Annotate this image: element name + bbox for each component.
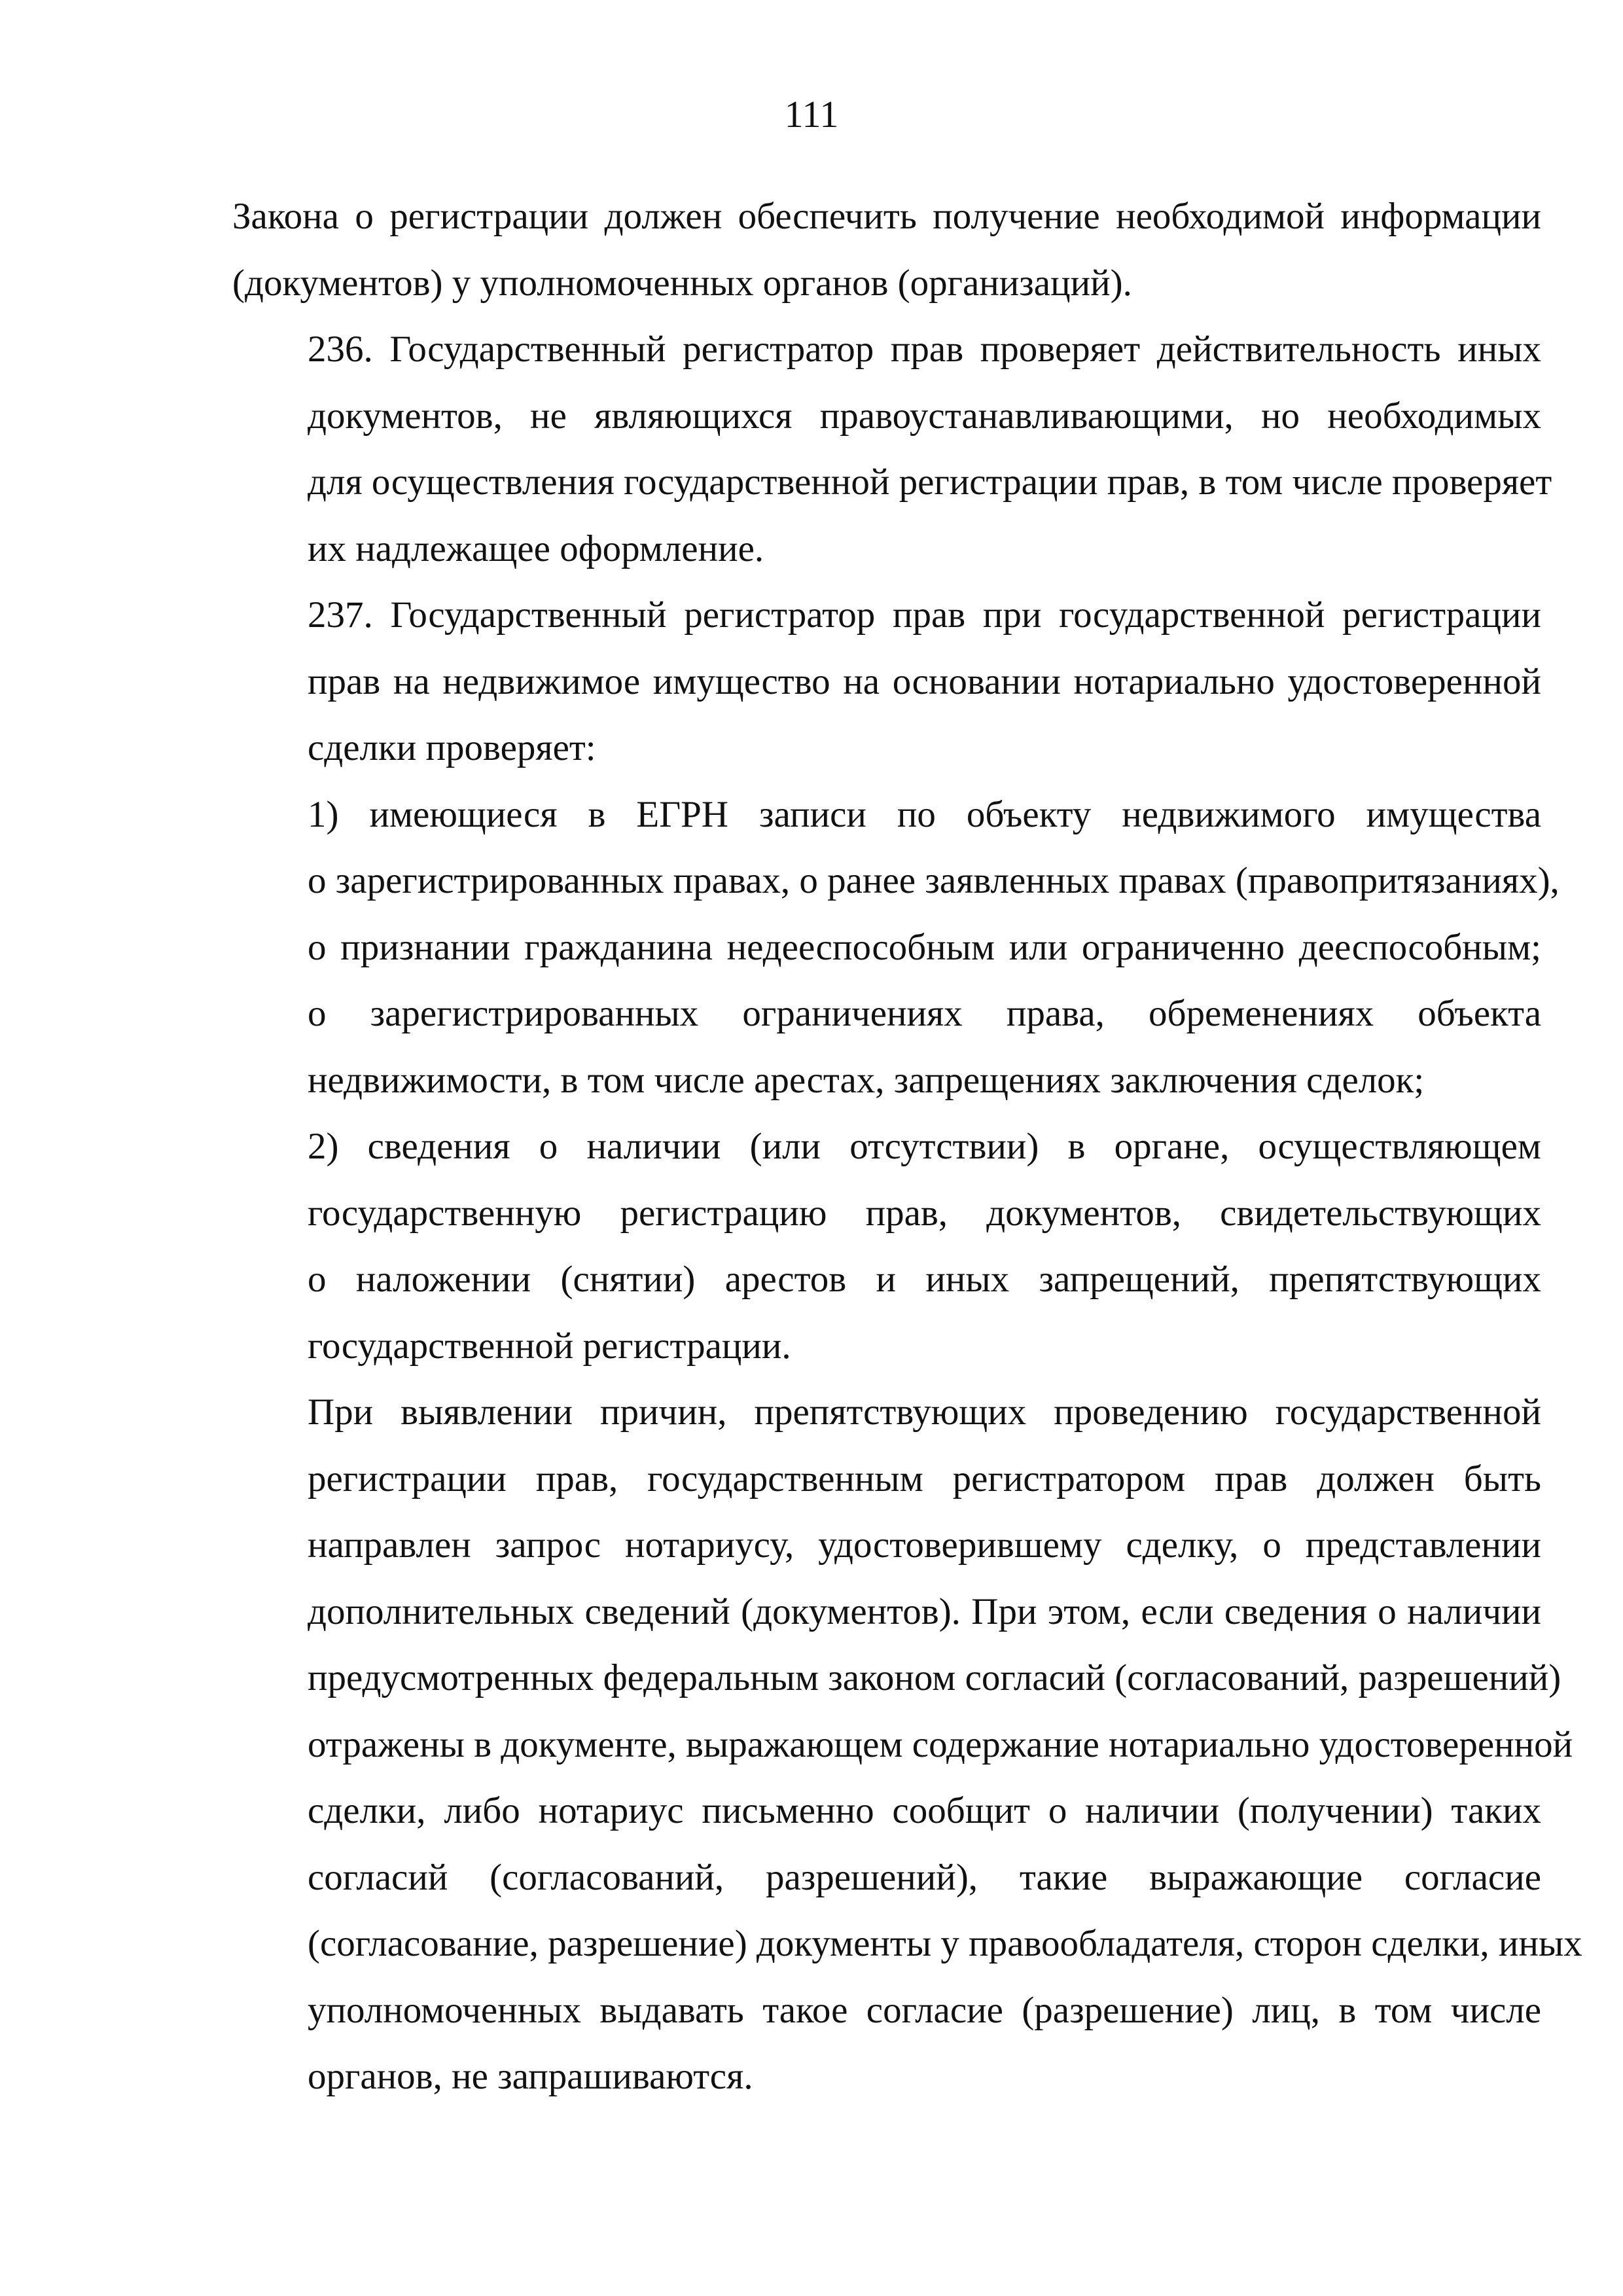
list-item-2 [232,1113,1541,1379]
document-body [232,183,1582,2110]
text-line: о зарегистрированных правах, о ранее заявленных правах (правопритязаниях), [308,860,1560,901]
paragraph-236 [232,316,1552,582]
text-line: их надлежащее оформление. [308,528,764,569]
text-line: предусмотренных федеральным законом согласий (согласований, разрешений) [308,1657,1561,1698]
text-line: о признании гражданина недееспособным или ограниченно дееспособным; [308,926,1541,968]
text-line: При выявлении причин, препятствующих проведению государственной [308,1391,1541,1433]
text-line: (документов) у уполномоченных органов (организаций). [232,262,1132,304]
text-line: 236. Государственный регистратор прав проверяет действительность иных [308,329,1541,370]
paragraph-request-to-notary [232,1379,1582,2110]
text-line: 1) имеющиеся в ЕГРН записи по объекту недвижимого имущества [308,793,1541,835]
text-line: сделки проверяет: [308,727,596,768]
text-line: сделки, либо нотариус письменно сообщит о наличии (получении) таких [308,1790,1541,1831]
text-line: согласий (согласований, разрешений), такие выражающие согласие [308,1856,1541,1898]
text-line: прав на недвижимое имущество на основании нотариально удостоверенной [308,660,1541,702]
text-line: о наложении (снятии) арестов и иных запрещений, препятствующих [308,1259,1541,1300]
text-line: Закона о регистрации должен обеспечить получение необходимой информации [232,196,1541,237]
text-line: направлен запрос нотариусу, удостоверившему сделку, о представлении [308,1524,1541,1566]
text-line: органов, не запрашиваются. [308,2056,753,2097]
paragraph-237 [232,582,1541,781]
text-line: для осуществления государственной регистрации прав, в том числе проверяет [308,461,1552,503]
text-line: (согласование, разрешение) документы у правообладателя, сторон сделки, иных [308,1923,1582,1964]
text-line: недвижимости, в том числе арестах, запрещениях заключения сделок; [308,1059,1425,1101]
paragraph-continuation [232,183,1541,316]
list-item-1 [232,781,1560,1114]
text-line: государственную регистрацию прав, документов, свидетельствующих [308,1192,1541,1234]
text-line: 237. Государственный регистратор прав при государственной регистрации [308,594,1541,636]
text-line: отражены в документе, выражающем содержание нотариально удостоверенной [308,1723,1573,1765]
text-line: о зарегистрированных ограничениях права, обременениях объекта [308,993,1541,1034]
text-line: дополнительных сведений (документов). При этом, если сведения о наличии [308,1590,1541,1632]
text-line: документов, не являющихся правоустанавливающими, но необходимых [308,395,1541,437]
page-number: 111 [784,93,839,135]
text-line: регистрации прав, государственным регистратором прав должен быть [308,1458,1541,1499]
text-line: государственной регистрации. [308,1325,791,1367]
text-line: уполномоченных выдавать такое согласие (разрешение) лиц, в том числе [308,1989,1541,2031]
text-line: 2) сведения о наличии (или отсутствии) в органе, осуществляющем [308,1126,1541,1167]
